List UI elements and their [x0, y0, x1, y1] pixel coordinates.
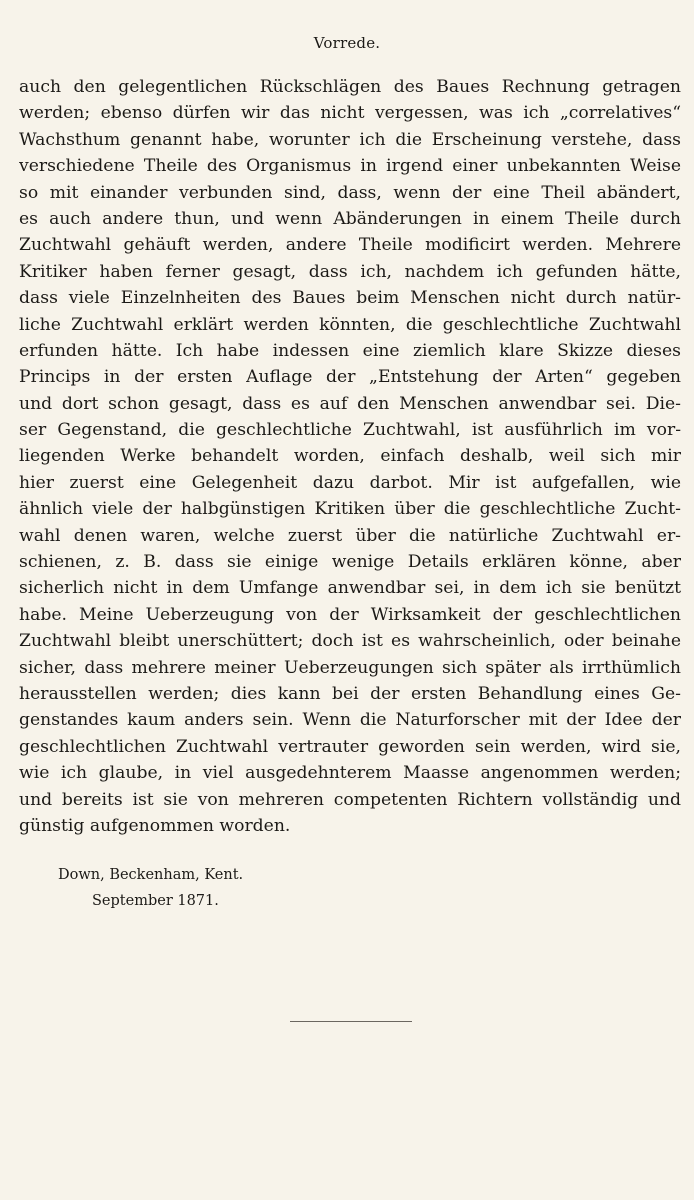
text-line: günstig aufgenommen worden.	[19, 815, 291, 836]
text-line: geschlechtlichen Zuchtwahl vertrauter geworden sein werden, wird sie,	[19, 736, 681, 757]
text-line: hier zuerst eine Gelegenheit dazu darbot. Mir ist aufgefallen, wie	[19, 472, 681, 493]
text-line: Zuchtwahl bleibt unerschüttert; doch ist es wahrscheinlich, oder beinahe	[19, 631, 681, 652]
text-line: sicherlich nicht in dem Umfange anwendbar sei, in dem ich sie benützt	[19, 578, 681, 599]
text-line: Wachsthum genannt habe, worunter ich die Erscheinung verstehe, dass	[19, 129, 681, 150]
text-line: wahl denen waren, welche zuerst über die natürliche Zuchtwahl er-	[19, 525, 681, 546]
text-line: so mit einander verbunden sind, dass, wenn der eine Theil abändert,	[19, 182, 681, 203]
preface-body-text	[19, 74, 681, 839]
text-line: genstandes kaum anders sein. Wenn die Naturforscher mit der Idee der	[19, 710, 681, 731]
signature-block	[58, 862, 243, 914]
text-line: ser Gegenstand, die geschlechtliche Zuchtwahl, ist ausführlich im vor-	[19, 420, 681, 441]
text-line: Zuchtwahl gehäuft werden, andere Theile modificirt werden. Mehrere	[19, 235, 681, 256]
text-line: habe. Meine Ueberzeugung von der Wirksamkeit der geschlechtlichen	[19, 604, 681, 625]
text-line: verschiedene Theile des Organismus in irgend einer unbekannten Weise	[19, 156, 681, 177]
text-line: erfunden hätte. Ich habe indessen eine ziemlich klare Skizze dieses	[19, 340, 681, 361]
text-line: wie ich glaube, in viel ausgedehnterem Maasse angenommen werden;	[19, 763, 681, 784]
text-line: und bereits ist sie von mehreren competenten Richtern vollständig und	[19, 789, 681, 810]
signature-date: September 1871.	[92, 893, 219, 909]
text-line: und dort schon gesagt, dass es auf den Menschen anwendbar sei. Die-	[19, 393, 681, 414]
text-line: liegenden Werke behandelt worden, einfach deshalb, weil sich mir	[19, 446, 681, 467]
text-line: auch den gelegentlichen Rückschlägen des Baues Rechnung getragen	[19, 77, 681, 97]
text-line: Kritiker haben ferner gesagt, dass ich, nachdem ich gefunden hätte,	[19, 261, 681, 282]
text-line: herausstellen werden; dies kann bei der ersten Behandlung eines Ge-	[19, 683, 681, 704]
text-line: dass viele Einzelnheiten des Baues beim Menschen nicht durch natür-	[19, 288, 681, 309]
text-line: es auch andere thun, und wenn Abänderungen in einem Theile durch	[19, 208, 681, 229]
text-line: werden; ebenso dürfen wir das nicht vergessen, was ich „correlatives“	[19, 103, 681, 124]
text-line: sicher, dass mehrere meiner Ueberzeugungen sich später als irrthümlich	[19, 657, 681, 678]
text-line: Princips in der ersten Auflage der „Entstehung der Arten“ gegeben	[19, 367, 681, 388]
text-line: ähnlich viele der halbgünstigen Kritiken über die geschlechtliche Zucht-	[19, 499, 681, 520]
text-line: liche Zuchtwahl erklärt werden könnten, die geschlechtliche Zuchtwahl	[19, 314, 681, 335]
section-divider	[290, 1021, 412, 1022]
text-line: schienen, z. B. dass sie einige wenige Details erklären könne, aber	[19, 552, 681, 573]
running-header: Vorrede.	[313, 34, 381, 52]
signature-place: Down, Beckenham, Kent.	[58, 867, 244, 883]
